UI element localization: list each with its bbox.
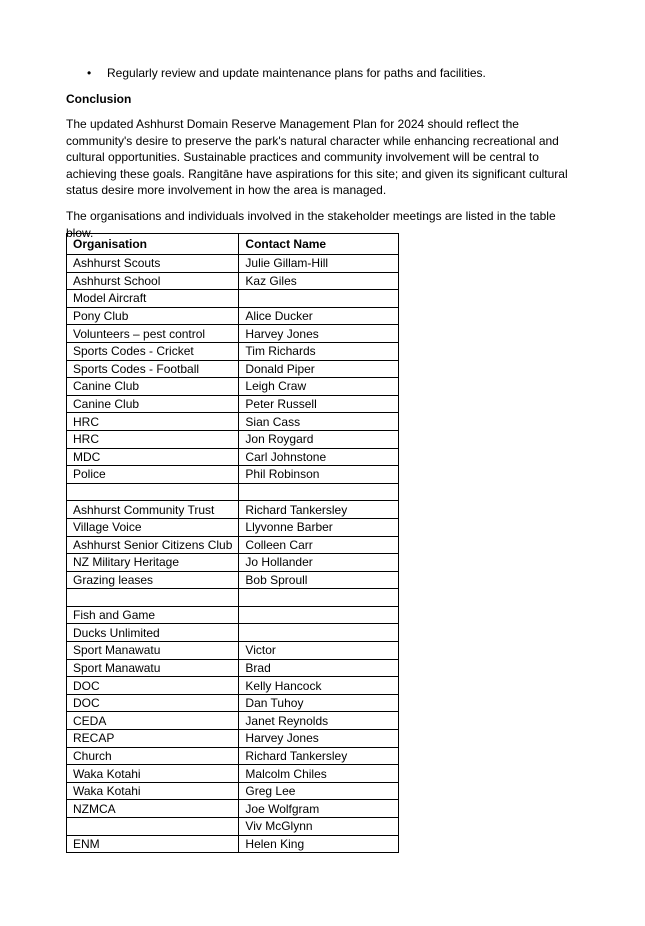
header-organisation: Organisation bbox=[67, 234, 239, 255]
cell-organisation: HRC bbox=[67, 413, 239, 431]
cell-organisation: Ashhurst Senior Citizens Club bbox=[67, 536, 239, 554]
table-row bbox=[67, 554, 399, 572]
table-row bbox=[67, 378, 399, 396]
table-row bbox=[67, 255, 399, 273]
bullet-item bbox=[87, 65, 486, 81]
table-row bbox=[67, 448, 399, 466]
cell-contact-name: Phil Robinson bbox=[239, 466, 399, 484]
bullet-marker: • bbox=[87, 66, 92, 80]
table-row bbox=[67, 483, 399, 501]
cell-contact-name: Colleen Carr bbox=[239, 536, 399, 554]
cell-contact-name bbox=[239, 624, 399, 642]
table-row bbox=[67, 536, 399, 554]
table-row bbox=[67, 659, 399, 677]
cell-contact-name: Harvey Jones bbox=[239, 730, 399, 748]
cell-contact-name: Tim Richards bbox=[239, 342, 399, 360]
cell-organisation: Sports Codes - Cricket bbox=[67, 342, 239, 360]
cell-contact-name: Joe Wolfgram bbox=[239, 800, 399, 818]
cell-contact-name: Brad bbox=[239, 659, 399, 677]
table-row bbox=[67, 290, 399, 308]
table-row bbox=[67, 730, 399, 748]
cell-contact-name: Leigh Craw bbox=[239, 378, 399, 396]
cell-contact-name bbox=[239, 589, 399, 607]
table-row bbox=[67, 518, 399, 536]
table-row bbox=[67, 800, 399, 818]
cell-organisation: Ducks Unlimited bbox=[67, 624, 239, 642]
cell-contact-name: Greg Lee bbox=[239, 782, 399, 800]
table-row bbox=[67, 747, 399, 765]
cell-contact-name: Julie Gillam-Hill bbox=[239, 255, 399, 273]
table-row bbox=[67, 571, 399, 589]
cell-contact-name bbox=[239, 606, 399, 624]
cell-contact-name: Alice Ducker bbox=[239, 307, 399, 325]
cell-organisation: HRC bbox=[67, 430, 239, 448]
cell-organisation: ENM bbox=[67, 835, 239, 853]
table-intro-paragraph: The organisations and individuals involved in the stakeholder meetings are listed in the table blow. bbox=[66, 209, 556, 240]
conclusion-paragraph: The updated Ashhurst Domain Reserve Management Plan for 2024 should reflect the community's desire to preserve the park's natural character while enhancing recreational and cultural opportunities. Sustainable practices and community involvement will be central to achieving these goals. Rangitāne have aspirations for this site; and given its significant cultural status desire more involvement in how the area is managed. bbox=[66, 117, 568, 198]
cell-organisation: DOC bbox=[67, 694, 239, 712]
cell-contact-name: Jon Roygard bbox=[239, 430, 399, 448]
table-row bbox=[67, 589, 399, 607]
cell-organisation: Waka Kotahi bbox=[67, 782, 239, 800]
cell-contact-name: Janet Reynolds bbox=[239, 712, 399, 730]
table-row bbox=[67, 606, 399, 624]
cell-organisation: MDC bbox=[67, 448, 239, 466]
cell-contact-name bbox=[239, 290, 399, 308]
cell-contact-name: Dan Tuhoy bbox=[239, 694, 399, 712]
cell-contact-name: Helen King bbox=[239, 835, 399, 853]
cell-organisation: Ashhurst School bbox=[67, 272, 239, 290]
cell-contact-name: Carl Johnstone bbox=[239, 448, 399, 466]
cell-contact-name: Peter Russell bbox=[239, 395, 399, 413]
cell-organisation bbox=[67, 483, 239, 501]
cell-contact-name: Richard Tankersley bbox=[239, 747, 399, 765]
cell-organisation: NZ Military Heritage bbox=[67, 554, 239, 572]
cell-organisation: Canine Club bbox=[67, 378, 239, 396]
cell-organisation: Fish and Game bbox=[67, 606, 239, 624]
table-row bbox=[67, 501, 399, 519]
table-row bbox=[67, 624, 399, 642]
cell-contact-name: Kaz Giles bbox=[239, 272, 399, 290]
cell-organisation bbox=[67, 589, 239, 607]
cell-contact-name: Sian Cass bbox=[239, 413, 399, 431]
table-row bbox=[67, 782, 399, 800]
table-row bbox=[67, 642, 399, 660]
cell-organisation: CEDA bbox=[67, 712, 239, 730]
table-row bbox=[67, 765, 399, 783]
table-row bbox=[67, 342, 399, 360]
table-row bbox=[67, 395, 399, 413]
cell-contact-name: Kelly Hancock bbox=[239, 677, 399, 695]
cell-contact-name: Bob Sproull bbox=[239, 571, 399, 589]
table-row bbox=[67, 677, 399, 695]
cell-organisation: Model Aircraft bbox=[67, 290, 239, 308]
cell-organisation: Volunteers – pest control bbox=[67, 325, 239, 343]
table-header-row bbox=[67, 234, 399, 255]
cell-contact-name: Donald Piper bbox=[239, 360, 399, 378]
table-row bbox=[67, 466, 399, 484]
table-row bbox=[67, 694, 399, 712]
table-row bbox=[67, 325, 399, 343]
cell-organisation: Pony Club bbox=[67, 307, 239, 325]
cell-organisation: NZMCA bbox=[67, 800, 239, 818]
cell-contact-name: Viv McGlynn bbox=[239, 818, 399, 836]
bullet-text: Regularly review and update maintenance plans for paths and facilities. bbox=[107, 66, 486, 80]
cell-organisation: DOC bbox=[67, 677, 239, 695]
cell-organisation bbox=[67, 818, 239, 836]
cell-organisation: Sport Manawatu bbox=[67, 659, 239, 677]
table-row bbox=[67, 413, 399, 431]
conclusion-heading: Conclusion bbox=[66, 92, 132, 106]
cell-organisation: Grazing leases bbox=[67, 571, 239, 589]
cell-contact-name: Harvey Jones bbox=[239, 325, 399, 343]
cell-contact-name bbox=[239, 483, 399, 501]
table-row bbox=[67, 835, 399, 853]
table-row bbox=[67, 818, 399, 836]
cell-organisation: Church bbox=[67, 747, 239, 765]
cell-contact-name: Victor bbox=[239, 642, 399, 660]
cell-organisation: Ashhurst Scouts bbox=[67, 255, 239, 273]
cell-contact-name: Richard Tankersley bbox=[239, 501, 399, 519]
cell-contact-name: Llyvonne Barber bbox=[239, 518, 399, 536]
cell-contact-name: Jo Hollander bbox=[239, 554, 399, 572]
cell-organisation: Waka Kotahi bbox=[67, 765, 239, 783]
cell-contact-name: Malcolm Chiles bbox=[239, 765, 399, 783]
stakeholder-table bbox=[66, 233, 399, 853]
cell-organisation: Ashhurst Community Trust bbox=[67, 501, 239, 519]
cell-organisation: Canine Club bbox=[67, 395, 239, 413]
cell-organisation: Sport Manawatu bbox=[67, 642, 239, 660]
table-body bbox=[67, 255, 399, 853]
table-row bbox=[67, 712, 399, 730]
table-row bbox=[67, 430, 399, 448]
table-row bbox=[67, 360, 399, 378]
cell-organisation: Police bbox=[67, 466, 239, 484]
cell-organisation: Village Voice bbox=[67, 518, 239, 536]
header-contact-name: Contact Name bbox=[239, 234, 399, 255]
cell-organisation: Sports Codes - Football bbox=[67, 360, 239, 378]
table-row bbox=[67, 307, 399, 325]
table-row bbox=[67, 272, 399, 290]
cell-organisation: RECAP bbox=[67, 730, 239, 748]
